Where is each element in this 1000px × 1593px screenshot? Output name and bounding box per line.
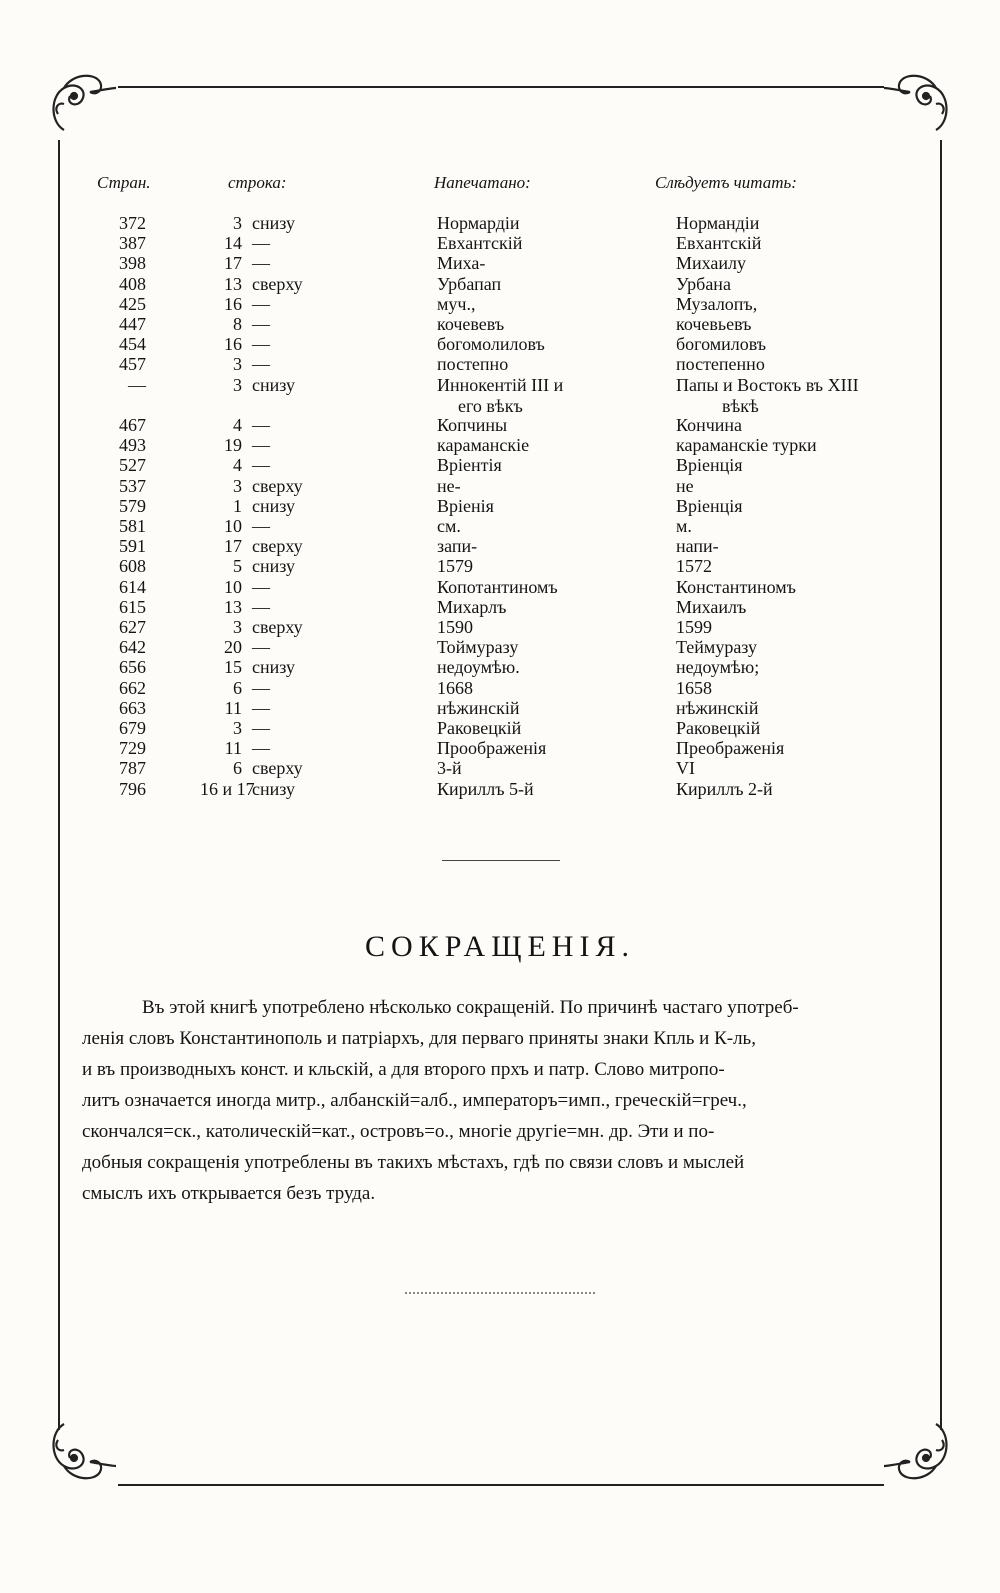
errata-row [0, 577, 1000, 597]
errata-printed: Копчины [437, 415, 508, 435]
errata-row [0, 698, 1000, 718]
errata-position: — [252, 637, 270, 657]
errata-position: — [252, 678, 270, 698]
paragraph-line: литъ означается иногда митр., албанскій=алб., императоръ=имп., греческій=греч., [82, 1090, 747, 1111]
errata-printed: Кириллъ 5-й [437, 779, 534, 799]
errata-line: 13 [224, 274, 242, 294]
errata-line: 17 [224, 253, 242, 273]
errata-page: 627 [119, 617, 146, 637]
errata-printed: Вріентія [437, 455, 502, 475]
errata-read: Кончина [676, 415, 743, 435]
errata-position: — [252, 334, 270, 354]
errata-line: 11 [224, 738, 242, 758]
frame-bottom-border [118, 1484, 884, 1486]
errata-position: — [252, 577, 270, 597]
errata-row [0, 738, 1000, 758]
errata-read: 1572 [676, 556, 712, 576]
errata-position: снизу [252, 779, 295, 799]
errata-position: — [252, 698, 270, 718]
errata-page: 663 [119, 698, 146, 718]
errata-position: сверху [252, 274, 303, 294]
errata-row [0, 597, 1000, 617]
errata-page: 608 [119, 556, 146, 576]
errata-position: сверху [252, 476, 303, 496]
errata-page: 425 [119, 294, 146, 314]
errata-read: Музалопъ, [676, 294, 758, 314]
paragraph-line: скончался=ск., католическій=кат., островъ=о., многіе другіе=мн. др. Эти и по- [82, 1121, 715, 1142]
errata-line: 13 [224, 597, 242, 617]
errata-line: 3 [233, 354, 242, 374]
errata-printed: 3-й [437, 758, 462, 778]
errata-position: — [252, 354, 270, 374]
errata-page: 679 [119, 718, 146, 738]
header-printed: Напечатано: [434, 173, 531, 192]
errata-position: — [252, 718, 270, 738]
errata-position: — [252, 253, 270, 273]
errata-page: 579 [119, 496, 146, 516]
errata-read: богомиловъ [676, 334, 767, 354]
errata-line: 14 [224, 233, 242, 253]
errata-position: — [252, 294, 270, 314]
paragraph-line: и въ производныхъ конст. и кльскій, а для второго прхъ и патр. Слово митропо- [82, 1059, 725, 1080]
errata-page: — [128, 375, 146, 395]
errata-line: 16 [224, 294, 242, 314]
errata-position: снизу [252, 375, 295, 395]
errata-read: напи- [676, 536, 719, 556]
errata-page: 581 [119, 516, 146, 536]
errata-position: снизу [252, 213, 295, 233]
errata-row [0, 617, 1000, 637]
errata-read: Урбана [676, 274, 731, 294]
errata-page: 787 [119, 758, 146, 778]
errata-line: 3 [233, 476, 242, 496]
errata-printed: Иннокентій III и [437, 375, 564, 395]
errata-row [0, 233, 1000, 253]
errata-position: сверху [252, 536, 303, 556]
errata-printed: Раковецкій [437, 718, 522, 738]
errata-row [0, 556, 1000, 576]
errata-read: не [676, 476, 694, 496]
errata-read: нѣжинскій [676, 698, 759, 718]
errata-row [0, 758, 1000, 778]
errata-position: — [252, 738, 270, 758]
errata-printed: не- [437, 476, 461, 496]
errata-page: 729 [119, 738, 146, 758]
errata-page: 796 [119, 779, 146, 799]
corner-ornament-top-left [44, 66, 116, 138]
errata-row [0, 375, 1000, 395]
errata-line: 5 [233, 556, 242, 576]
errata-read: Константиномъ [676, 577, 796, 597]
errata-position: — [252, 314, 270, 334]
frame-top-border [118, 86, 884, 88]
errata-position: — [252, 516, 270, 536]
errata-position: — [252, 233, 270, 253]
errata-page: 454 [119, 334, 146, 354]
errata-page: 408 [119, 274, 146, 294]
errata-read: Михаилу [676, 253, 747, 273]
errata-position: — [252, 435, 270, 455]
errata-page: 457 [119, 354, 146, 374]
errata-line: 3 [233, 718, 242, 738]
errata-row [0, 455, 1000, 475]
errata-row [0, 536, 1000, 556]
entry-continuation-read: вѣкѣ [722, 396, 759, 416]
errata-read: Вріенція [676, 455, 743, 475]
errata-position: снизу [252, 496, 295, 516]
errata-read: Преображенія [676, 738, 785, 758]
errata-read: Нормандіи [676, 213, 760, 233]
errata-line: 6 [233, 678, 242, 698]
errata-printed: Проображенія [437, 738, 547, 758]
errata-read: 1599 [676, 617, 712, 637]
errata-printed: 1668 [437, 678, 473, 698]
errata-row [0, 476, 1000, 496]
errata-line: 3 [233, 213, 242, 233]
errata-line: 10 [224, 516, 242, 536]
errata-printed: см. [437, 516, 461, 536]
errata-position: — [252, 415, 270, 435]
errata-page: 387 [119, 233, 146, 253]
errata-printed: Тоймуразу [437, 637, 519, 657]
section-divider [442, 860, 560, 861]
errata-row [0, 415, 1000, 435]
errata-row [0, 274, 1000, 294]
errata-row [0, 334, 1000, 354]
errata-page: 493 [119, 435, 146, 455]
section-title: СОКРАЩЕНІЯ. [365, 930, 635, 963]
header-read: Слѣдуетъ читать: [655, 173, 797, 192]
paragraph-line: ленія словъ Константинополь и патріархъ, для перваго приняты знаки Кпль и К-ль, [82, 1028, 756, 1049]
errata-line: 3 [233, 375, 242, 395]
errata-line: 6 [233, 758, 242, 778]
errata-printed: Урбапап [437, 274, 502, 294]
errata-page: 372 [119, 213, 146, 233]
errata-line: 16 и 17 [200, 779, 255, 799]
errata-printed: Копотантиномъ [437, 577, 558, 597]
errata-read: Вріенція [676, 496, 743, 516]
corner-ornament-top-right [884, 66, 956, 138]
errata-page: 642 [119, 637, 146, 657]
errata-page: 467 [119, 415, 146, 435]
errata-row [0, 516, 1000, 536]
errata-position: снизу [252, 657, 295, 677]
errata-line: 20 [224, 637, 242, 657]
paragraph-line: Въ этой книгѣ употреблено нѣсколько сокращеній. По причинѣ частаго употреб- [142, 997, 799, 1018]
errata-printed: богомолиловъ [437, 334, 545, 354]
errata-line: 1 [233, 496, 242, 516]
errata-position: сверху [252, 617, 303, 637]
errata-page: 527 [119, 455, 146, 475]
corner-ornament-bottom-right [884, 1416, 956, 1488]
errata-row [0, 294, 1000, 314]
closing-dotted-rule [405, 1292, 595, 1294]
errata-read: 1658 [676, 678, 712, 698]
errata-read: Папы и Востокъ въ XIII [676, 375, 859, 395]
errata-printed: постепно [437, 354, 509, 374]
errata-row [0, 354, 1000, 374]
errata-row [0, 718, 1000, 738]
errata-row [0, 637, 1000, 657]
errata-line: 19 [224, 435, 242, 455]
errata-page: 447 [119, 314, 146, 334]
errata-page: 656 [119, 657, 146, 677]
errata-printed: Михарлъ [437, 597, 507, 617]
paragraph-line: смыслъ ихъ открывается безъ труда. [82, 1183, 376, 1204]
errata-printed: Вріенія [437, 496, 494, 516]
errata-page: 614 [119, 577, 146, 597]
errata-row [0, 253, 1000, 273]
errata-read: VI [676, 758, 695, 778]
errata-printed: караманскіе [437, 435, 530, 455]
errata-position: — [252, 597, 270, 617]
errata-line: 4 [233, 415, 242, 435]
errata-printed: муч., [437, 294, 476, 314]
errata-row [0, 435, 1000, 455]
errata-printed: Миха- [437, 253, 486, 273]
errata-page: 591 [119, 536, 146, 556]
errata-printed: 1590 [437, 617, 473, 637]
errata-read: м. [676, 516, 692, 536]
errata-read: Евхантскій [676, 233, 762, 253]
header-page: Стран. [97, 173, 151, 192]
errata-read: Кириллъ 2-й [676, 779, 773, 799]
errata-line: 15 [224, 657, 242, 677]
errata-position: — [252, 455, 270, 475]
errata-read: караманскіе турки [676, 435, 817, 455]
errata-row [0, 213, 1000, 233]
errata-line: 16 [224, 334, 242, 354]
errata-printed: 1579 [437, 556, 473, 576]
errata-position: снизу [252, 556, 295, 576]
errata-printed: нѣжинскій [437, 698, 520, 718]
errata-page: 537 [119, 476, 146, 496]
errata-page: 398 [119, 253, 146, 273]
errata-page: 662 [119, 678, 146, 698]
errata-line: 17 [224, 536, 242, 556]
errata-line: 11 [224, 698, 242, 718]
errata-read: Михаилъ [676, 597, 747, 617]
errata-line: 8 [233, 314, 242, 334]
errata-printed: кочевевъ [437, 314, 505, 334]
errata-line: 4 [233, 455, 242, 475]
errata-position: сверху [252, 758, 303, 778]
errata-read: Раковецкій [676, 718, 761, 738]
entry-continuation-printed: его вѣкъ [458, 396, 523, 416]
errata-row [0, 779, 1000, 799]
errata-row [0, 657, 1000, 677]
errata-page: 615 [119, 597, 146, 617]
errata-read: постепенно [676, 354, 765, 374]
errata-line: 3 [233, 617, 242, 637]
errata-printed: Евхантскій [437, 233, 523, 253]
errata-row [0, 678, 1000, 698]
errata-row [0, 496, 1000, 516]
errata-printed: недоумѣю. [437, 657, 520, 677]
paragraph-line: добныя сокращенія употреблены въ такихъ мѣстахъ, гдѣ по связи словъ и мыслей [82, 1152, 745, 1173]
errata-read: Теймуразу [676, 637, 758, 657]
errata-printed: Нормардіи [437, 213, 520, 233]
errata-printed: запи- [437, 536, 478, 556]
errata-line: 10 [224, 577, 242, 597]
errata-read: кочевьевъ [676, 314, 752, 334]
errata-row [0, 314, 1000, 334]
errata-read: недоумѣю; [676, 657, 760, 677]
corner-ornament-bottom-left [44, 1416, 116, 1488]
header-line: строка: [228, 173, 287, 192]
